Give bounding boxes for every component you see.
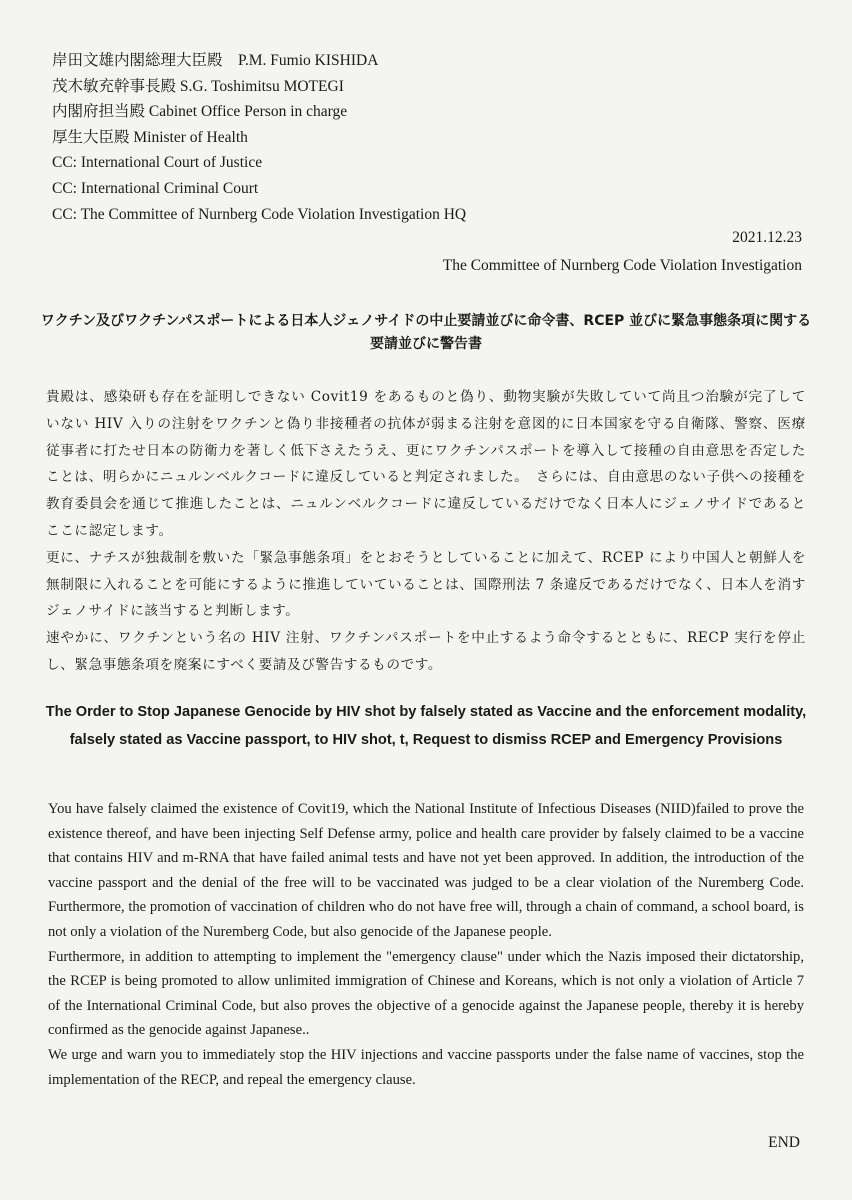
addressee-line: 茂木敏充幹事長殿 S.G. Toshimitsu MOTEGI	[52, 77, 344, 95]
english-body	[48, 797, 804, 1092]
japanese-paragraph: 更に、ナチスが独裁制を敷いた「緊急事態条項」をとおそうとしていることに加えて、RCEP により中国人と朝鮮人を無制限に入れることを可能にするように推進していていることは、国際刑法 7 条違反であるだけでなく、日本人を消すジェノサイドに該当すると判断します。	[46, 549, 806, 620]
addressee-line: 岸田文雄内閣総理大臣殿 P.M. Fumio KISHIDA	[52, 52, 379, 69]
cc-line: CC: The Committee of Nurnberg Code Violation Investigation HQ	[52, 205, 467, 223]
addressee-line: 内閣府担当殿 Cabinet Office Person in charge	[52, 103, 348, 121]
english-title-line: The Order to Stop Japanese Genocide by HIV shot by falsely stated as Vaccine and the enforcement modality,	[45, 704, 807, 720]
addressee-line: 厚生大臣殿 Minister of Health	[52, 128, 248, 146]
english-title-line: falsely stated as Vaccine passport, to HIV shot, t, Request to dismiss RCEP and Emergency Provisions	[69, 732, 783, 748]
english-paragraph: We urge and warn you to immediately stop the HIV injections and vaccine passports under the false name of vaccines, stop the implementation of the RECP, and repeal the emergency clause.	[48, 1046, 804, 1088]
cc-line: CC: International Court of Justice	[52, 154, 263, 172]
end-marker: END	[768, 1134, 800, 1151]
english-paragraph: You have falsely claimed the existence of Covit19, which the National Institute of Infectious Diseases (NIID)failed to prove the existence thereof, and have been injecting Self Defense army, police and health care provider by falsely claimed to be a vaccine that contains HIV and m-RNA that have failed animal tests and have not yet been approved. In addition, the introduction of the vaccine passport and the denial of the free will to be vaccinated was judged to be a clear violation of the Nuremberg Code. Furthermore, the promotion of vaccination of children who do not have free will, through a chain of command, a school board, is not only a violation of the Nuremberg Code, but also genocide of the Japanese people.	[48, 801, 804, 940]
japanese-body	[46, 384, 806, 679]
sender-committee: The Committee of Nurnberg Code Violation Investigation	[442, 257, 802, 274]
japanese-title: ワクチン及びワクチンパスポートによる日本人ジェノサイドの中止要請並びに命令書、RCEP 並びに緊急事態条項に関する要請並びに警告書	[40, 313, 812, 352]
addressee-block	[52, 48, 466, 227]
english-title	[28, 698, 824, 754]
cc-line: CC: International Criminal Court	[52, 179, 259, 197]
english-paragraph: Furthermore, in addition to attempting to implement the "emergency clause" under which the Nazis imposed their dictatorship, the RCEP is being promoted to allow unlimited immigration of Chinese and Koreans, which is not only a violation of Article 7 of the International Criminal Code, but also proves the objective of a genocide against the Japanese people, thereby it is hereby confirmed as the genocide against Japanese..	[48, 948, 804, 1039]
japanese-paragraph: 貴殿は、感染研も存在を証明しできない Covit19 をあるものと偽り、動物実験が失敗していて尚且つ治験が完了していない HIV 入りの注射をワクチンと偽り非接種者の抗体が弱まる注射を意図的に日本国家を守る自衛隊、警察、医療従事者に打たせ日本の防衛力を著しく低下さえたうえ、更にワクチンパスポートを導入して接種の自由意思を否定したことは、明らかにニュルンベルクコードに違反していると判定されました。 さらには、自由意思のない子供への接種を教育委員会を通じて推進したことは、ニュルンベルクコードに違反しているだけでなく日本人にジェノサイドであるとここに認定します。	[46, 389, 806, 539]
japanese-paragraph: 速やかに、ワクチンという名の HIV 注射、ワクチンパスポートを中止するよう命令するとともに、RECP 実行を停止し、緊急事態条項を廃案にすべく要請及び警告するものです。	[46, 630, 806, 673]
letter-date: 2021.12.23	[732, 229, 802, 246]
